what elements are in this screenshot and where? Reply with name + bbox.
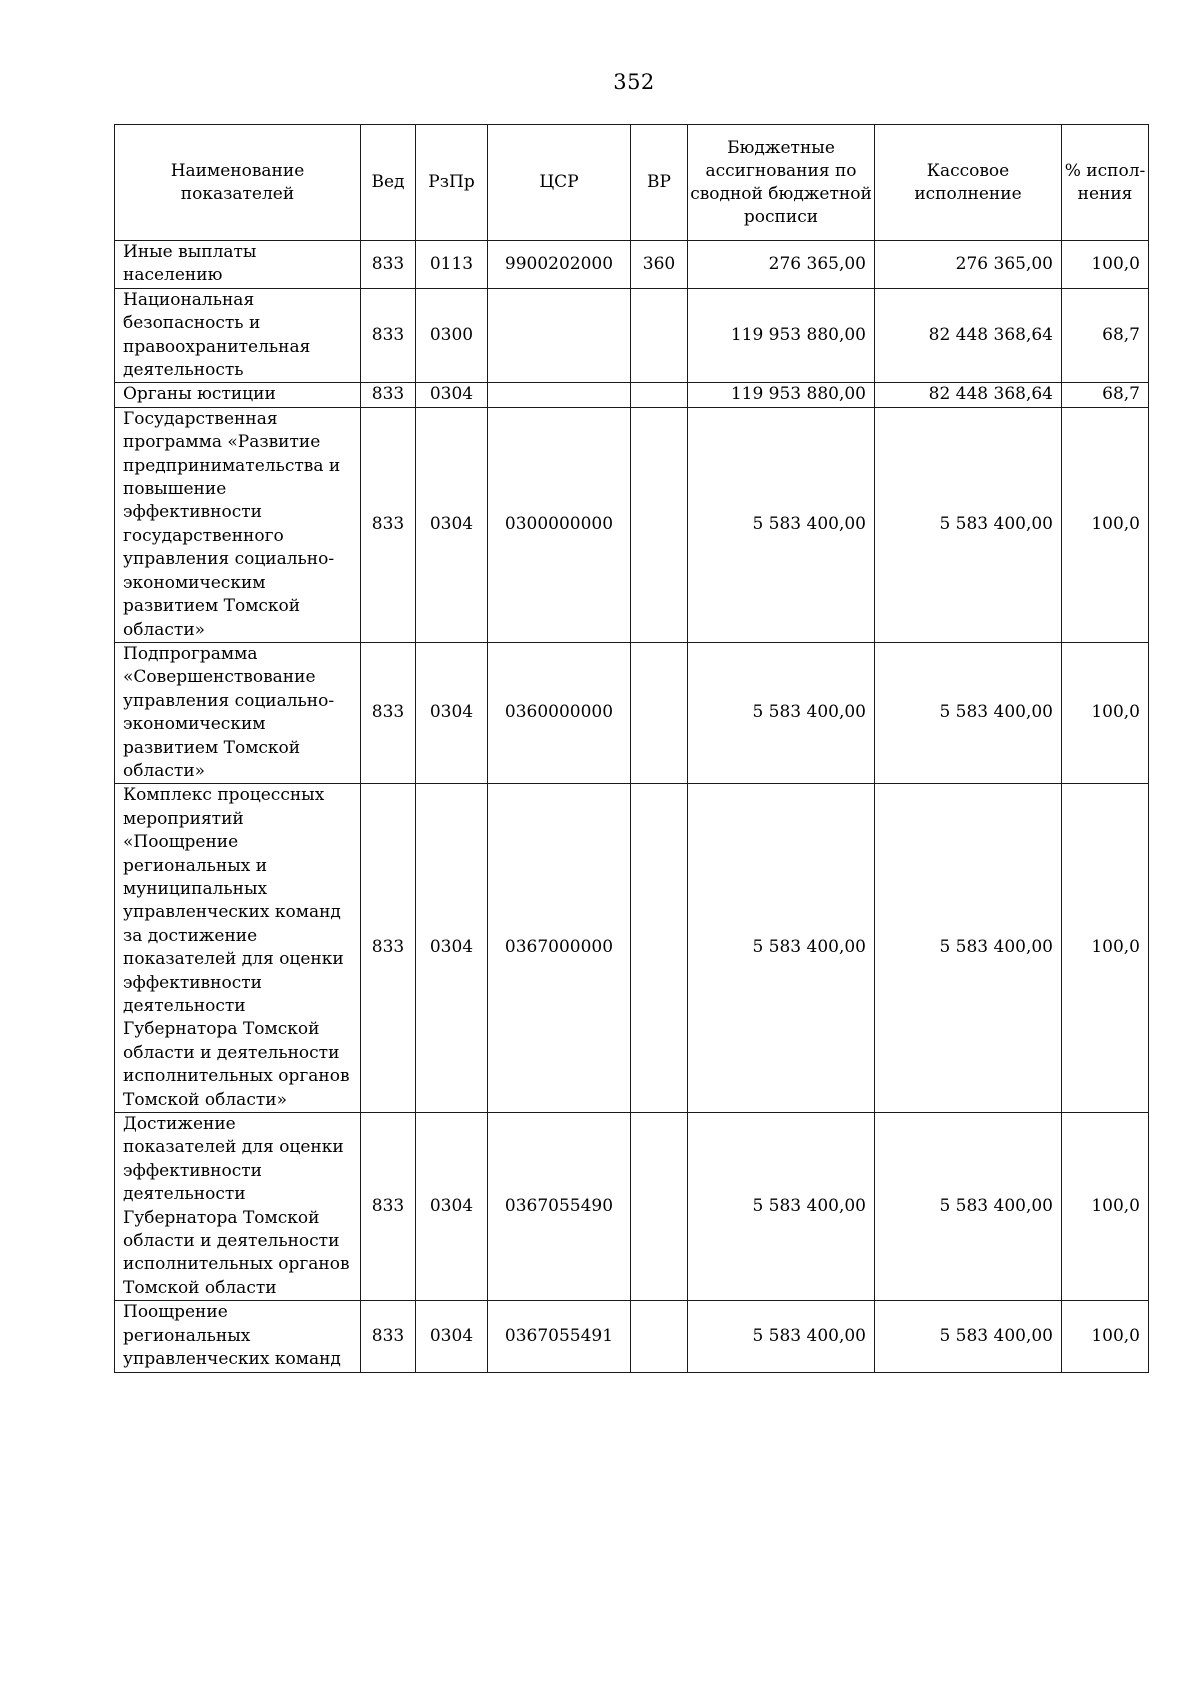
row-vr — [631, 784, 688, 1113]
table-row — [115, 1301, 1149, 1372]
header-name: Наименование показателей — [115, 125, 361, 241]
row-vr — [631, 1301, 688, 1372]
row-percent: 100,0 — [1062, 1113, 1149, 1301]
row-ved: 833 — [361, 407, 416, 642]
row-vr — [631, 383, 688, 407]
row-execution: 276 365,00 — [875, 241, 1062, 289]
row-csr: 9900202000 — [488, 241, 631, 289]
row-percent: 100,0 — [1062, 784, 1149, 1113]
row-csr: 0360000000 — [488, 642, 631, 783]
table-row — [115, 784, 1149, 1113]
table-row — [115, 1113, 1149, 1301]
row-execution: 5 583 400,00 — [875, 784, 1062, 1113]
header-percent: % испол-нения — [1062, 125, 1149, 241]
budget-table — [114, 124, 1149, 1373]
row-csr — [488, 288, 631, 383]
row-rzpr: 0304 — [416, 784, 488, 1113]
row-vr — [631, 1113, 688, 1301]
row-name: Иные выплаты населению — [115, 241, 361, 289]
row-csr — [488, 383, 631, 407]
row-name: Органы юстиции — [115, 383, 361, 407]
row-percent: 100,0 — [1062, 642, 1149, 783]
row-execution: 5 583 400,00 — [875, 407, 1062, 642]
row-name: Национальная безопасность и правоохранительная деятельность — [115, 288, 361, 383]
row-execution: 82 448 368,64 — [875, 288, 1062, 383]
header-ved: Вед — [361, 125, 416, 241]
row-ved: 833 — [361, 383, 416, 407]
row-percent: 100,0 — [1062, 241, 1149, 289]
row-rzpr: 0304 — [416, 642, 488, 783]
row-assignments: 276 365,00 — [688, 241, 875, 289]
row-ved: 833 — [361, 288, 416, 383]
row-percent: 100,0 — [1062, 407, 1149, 642]
row-csr: 0367055490 — [488, 1113, 631, 1301]
row-assignments: 5 583 400,00 — [688, 642, 875, 783]
row-ved: 833 — [361, 1113, 416, 1301]
row-execution: 5 583 400,00 — [875, 1301, 1062, 1372]
header-csr: ЦСР — [488, 125, 631, 241]
row-percent: 100,0 — [1062, 1301, 1149, 1372]
row-assignments: 119 953 880,00 — [688, 383, 875, 407]
row-execution: 5 583 400,00 — [875, 1113, 1062, 1301]
row-execution: 82 448 368,64 — [875, 383, 1062, 407]
row-name: Достижение показателей для оценки эффективности деятельности Губернатора Томской области и деятельности исполнительных органов Томской области — [115, 1113, 361, 1301]
row-percent: 68,7 — [1062, 288, 1149, 383]
row-rzpr: 0113 — [416, 241, 488, 289]
row-vr: 360 — [631, 241, 688, 289]
row-name: Государственная программа «Развитие предпринимательства и повышение эффективности государственного управления социально-экономическим развитием Томской области» — [115, 407, 361, 642]
row-vr — [631, 642, 688, 783]
row-assignments: 5 583 400,00 — [688, 784, 875, 1113]
row-vr — [631, 407, 688, 642]
table-row — [115, 241, 1149, 289]
row-ved: 833 — [361, 241, 416, 289]
table-row — [115, 383, 1149, 407]
table-header-row — [115, 125, 1149, 241]
row-rzpr: 0304 — [416, 407, 488, 642]
page-number: 352 — [613, 70, 655, 94]
row-rzpr: 0304 — [416, 1113, 488, 1301]
row-csr: 0300000000 — [488, 407, 631, 642]
row-name: Поощрение региональных управленческих команд — [115, 1301, 361, 1372]
header-execution: Кассовое исполнение — [875, 125, 1062, 241]
row-assignments: 5 583 400,00 — [688, 1301, 875, 1372]
table-row — [115, 407, 1149, 642]
row-name: Комплекс процессных мероприятий «Поощрение региональных и муниципальных управленческих команд за достижение показателей для оценки эффективности деятельности Губернатора Томской области и деятельности исполнительных органов Томской области» — [115, 784, 361, 1113]
row-name: Подпрограмма «Совершенствование управления социально-экономическим развитием Томской области» — [115, 642, 361, 783]
header-rzpr: РзПр — [416, 125, 488, 241]
row-csr: 0367000000 — [488, 784, 631, 1113]
row-assignments: 119 953 880,00 — [688, 288, 875, 383]
header-assignments: Бюджетные ассигнования по сводной бюджетной росписи — [688, 125, 875, 241]
table-row — [115, 642, 1149, 783]
row-assignments: 5 583 400,00 — [688, 1113, 875, 1301]
row-assignments: 5 583 400,00 — [688, 407, 875, 642]
row-ved: 833 — [361, 642, 416, 783]
row-rzpr: 0304 — [416, 383, 488, 407]
row-ved: 833 — [361, 1301, 416, 1372]
row-rzpr: 0304 — [416, 1301, 488, 1372]
header-vr: ВР — [631, 125, 688, 241]
row-rzpr: 0300 — [416, 288, 488, 383]
row-ved: 833 — [361, 784, 416, 1113]
row-execution: 5 583 400,00 — [875, 642, 1062, 783]
row-percent: 68,7 — [1062, 383, 1149, 407]
row-vr — [631, 288, 688, 383]
row-csr: 0367055491 — [488, 1301, 631, 1372]
table-row — [115, 288, 1149, 383]
